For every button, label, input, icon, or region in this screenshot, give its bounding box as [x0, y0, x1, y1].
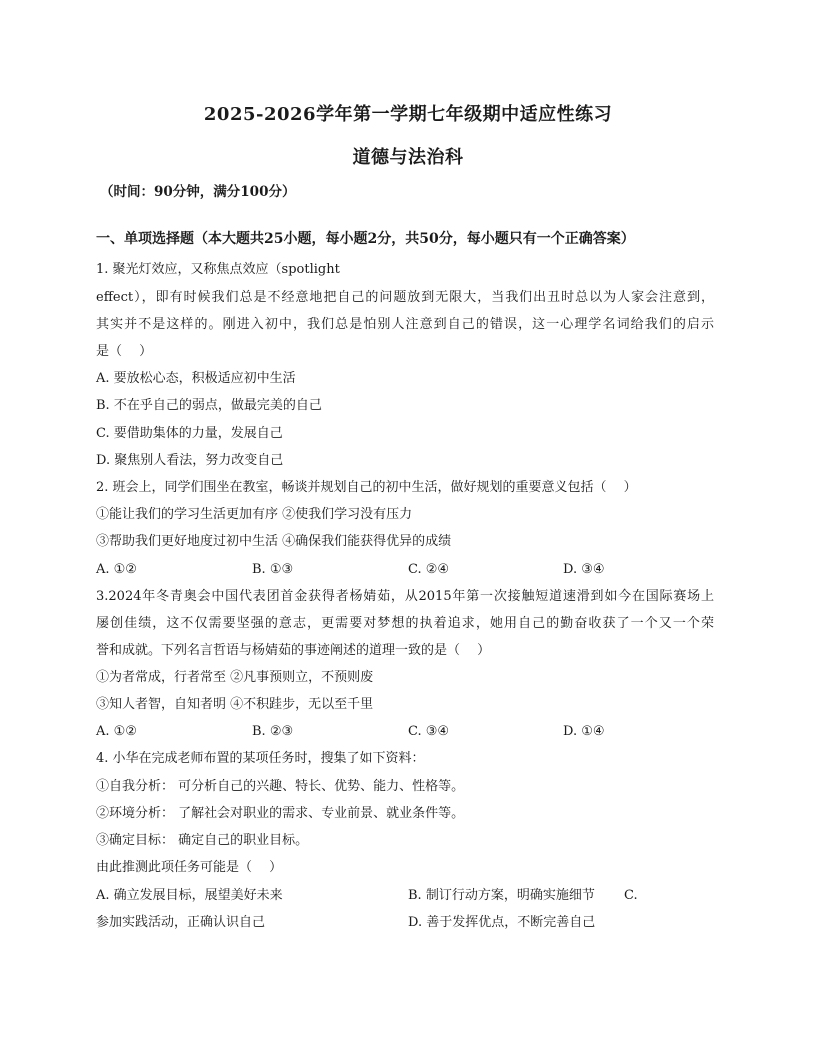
q2-option-a: A. ①② [96, 562, 137, 577]
q4-option-d: D. 善于发挥优点，不断完善自己 [408, 915, 596, 930]
q3-line-3: 誉和成就。下列名言哲语与杨婧茹的事迹阐述的道理一致的是（ ） [96, 643, 491, 658]
q1-option-d: D. 聚焦别人看法，努力改变自己 [96, 453, 284, 468]
section-heading: 一、单项选择题（本大题共25小题，每小题2分，共50分，每小题只有一个正确答案） [96, 231, 635, 247]
q3-line-4: ①为者常成，行者常至 ②凡事预则立，不预则废 [96, 670, 374, 685]
q1-line-1: 1. 聚光灯效应，又称焦点效应（spotlight [96, 262, 340, 277]
q1-option-b: B. 不在乎自己的弱点，做最完美的自己 [96, 398, 322, 413]
q2-option-b: B. ①③ [252, 562, 294, 577]
q1-line-4: 是（ ） [96, 344, 153, 359]
exam-title: 2025-2026学年第一学期七年级期中适应性练习 [203, 104, 613, 125]
q3-option-a: A. ①② [96, 724, 137, 739]
q3-option-c: C. ③④ [408, 724, 450, 739]
q4-option-a: A. 确立发展目标，展望美好未来 [96, 888, 283, 903]
q4-line-4: ③确定目标： 确定自己的职业目标。 [96, 833, 309, 848]
q2-option-d: D. ③④ [563, 562, 605, 577]
q3-option-b: B. ②③ [252, 724, 294, 739]
q2-line-3: ③帮助我们更好地度过初中生活 ④确保我们能获得优异的成绩 [96, 534, 452, 549]
q3-line-1: 3.2024年冬青奥会中国代表团首金获得者杨婧茹，从2015年第一次接触短道速滑到如今在国际赛场上 [96, 589, 714, 604]
q4-option-c: 参加实践活动，正确认识自己 [96, 915, 266, 930]
q2-option-c: C. ②④ [408, 562, 450, 577]
q4-line-2: ①自我分析： 可分析自己的兴趣、特长、优势、能力、性格等。 [96, 779, 465, 794]
q1-option-a: A. 要放松心态，积极适应初中生活 [96, 371, 296, 386]
q2-line-2: ①能让我们的学习生活更加有序 ②使我们学习没有压力 [96, 507, 413, 522]
q2-line-1: 2. 班会上，同学们围坐在教室，畅谈并规划自己的初中生活，做好规划的重要意义包括（ ） [96, 480, 637, 495]
q1-line-2: effect），即有时候我们总是不经意地把自己的问题放到无限大，当我们出丑时总以为人家会注意到， [96, 290, 714, 305]
subject-title: 道德与法治科 [352, 147, 464, 168]
q4-option-c-label: C. [624, 888, 638, 903]
q1-option-c: C. 要借助集体的力量，发展自己 [96, 426, 283, 441]
q3-option-d: D. ①④ [563, 724, 605, 739]
q4-line-5: 由此推测此项任务可能是（ ） [96, 860, 283, 875]
q3-line-5: ③知人者智，自知者明 ④不积跬步，无以至千里 [96, 697, 374, 712]
time-info: （时间：90分钟，满分100分） [100, 184, 296, 200]
q4-line-1: 4. 小华在完成老师布置的某项任务时，搜集了如下资料： [96, 751, 425, 766]
q4-option-b: B. 制订行动方案，明确实施细节 [408, 888, 595, 903]
q4-line-3: ②环境分析： 了解社会对职业的需求、专业前景、就业条件等。 [96, 806, 465, 821]
q3-line-2: 屡创佳绩，这不仅需要坚强的意志，更需要对梦想的执着追求，她用自己的勤奋收获了一个又一个荣 [96, 616, 714, 631]
q1-line-3: 其实并不是这样的。刚进入初中，我们总是怕别人注意到自己的错误，这一心理学名词给我们的启示 [96, 317, 714, 332]
